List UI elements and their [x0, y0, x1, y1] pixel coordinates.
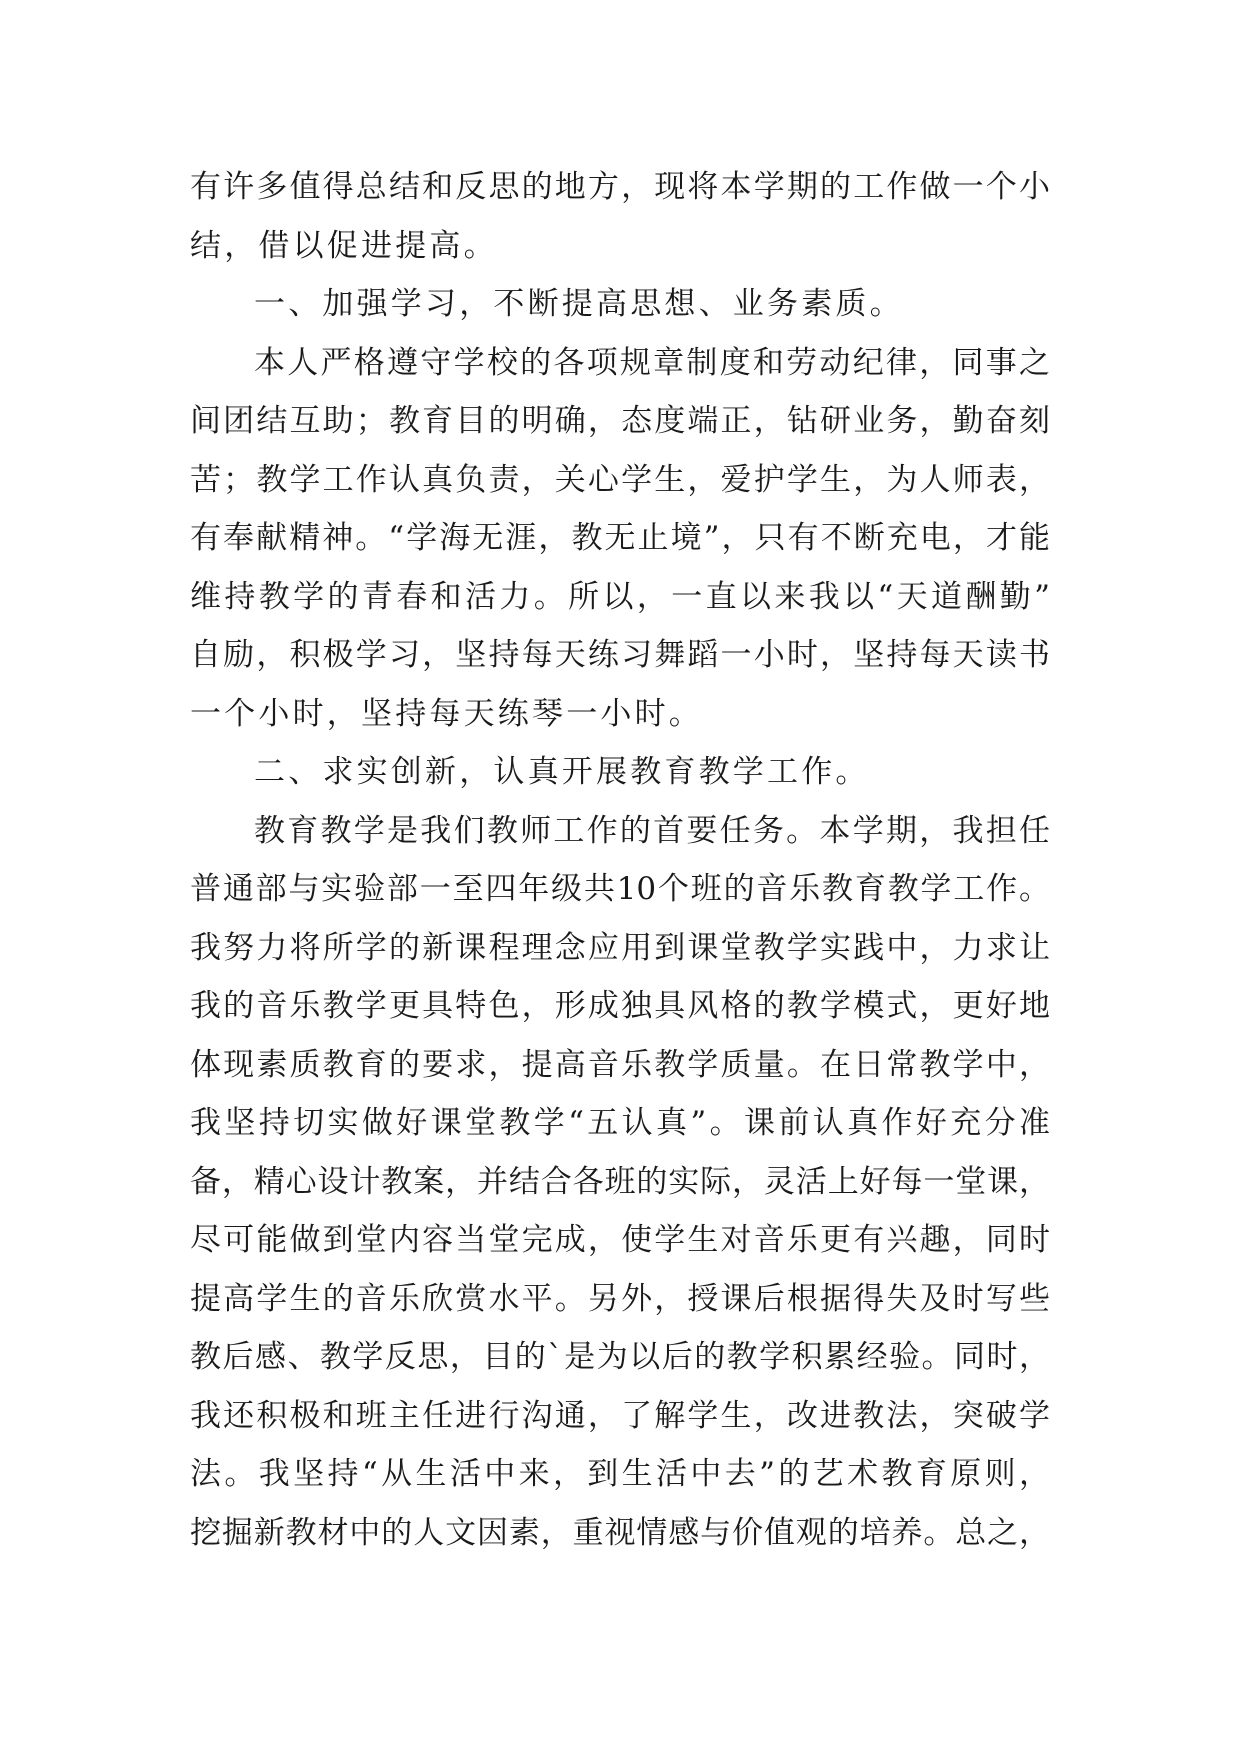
text-line: 体现素质教育的要求，提高音乐教学质量。在日常教学中，: [190, 1046, 1050, 1083]
text-line: 本人严格遵守学校的各项规章制度和劳动纪律，同事之: [254, 344, 1050, 381]
text-line: 普通部与实验部一至四年级共10个班的音乐教育教学工作。: [190, 871, 1050, 907]
text-line: 教育教学是我们教师工作的首要任务。本学期，我担任: [254, 812, 1050, 849]
text-line: 备，精心设计教案，并结合各班的实际，灵活上好每一堂课，: [190, 1163, 1050, 1200]
text-line: 自励，积极学习，坚持每天练习舞蹈一小时，坚持每天读书: [190, 637, 1050, 673]
text-line: 我努力将所学的新课程理念应用到课堂教学实践中，力求让: [190, 929, 1050, 966]
text-line: 有奉献精神。“学海无涯，教无止境”，只有不断充电，才能: [190, 520, 1050, 556]
text-line: 提高学生的音乐欣赏水平。另外，授课后根据得失及时写些: [190, 1280, 1050, 1317]
text-line: 尽可能做到堂内容当堂完成，使学生对音乐更有兴趣，同时: [190, 1222, 1050, 1258]
text-line: 法。我坚持“从生活中来，到生活中去”的艺术教育原则，: [190, 1456, 1050, 1492]
text-line: 间团结互助；教育目的明确，态度端正，钻研业务，勤奋刻: [190, 403, 1050, 439]
text-line: 维持教学的青春和活力。所以，一直以来我以“天道酬勤”: [190, 578, 1050, 615]
text-line: 挖掘新教材中的人文因素，重视情感与价值观的培养。总之，: [190, 1514, 1050, 1551]
text-line: 我坚持切实做好课堂教学“五认真”。课前认真作好充分准: [190, 1105, 1050, 1141]
text-line: 二、求实创新，认真开展教育教学工作。: [254, 754, 870, 790]
body-text: [190, 158, 1050, 1562]
text-line: 有许多值得总结和反思的地方，现将本学期的工作做一个小: [190, 169, 1050, 205]
text-line: 一个小时，坚持每天练琴一小时。: [190, 695, 703, 732]
text-line: 结，借以促进提高。: [190, 227, 498, 264]
text-line: 一、加强学习，不断提高思想、业务素质。: [254, 286, 904, 322]
text-line: 苦；教学工作认真负责，关心学生，爱护学生，为人师表，: [190, 461, 1050, 498]
text-line: 我的音乐教学更具特色，形成独具风格的教学模式，更好地: [190, 988, 1050, 1024]
text-line: 教后感、教学反思，目的`是为以后的教学积累经验。同时，: [190, 1339, 1050, 1375]
text-line: 我还积极和班主任进行沟通，了解学生，改进教法，突破学: [190, 1397, 1050, 1434]
